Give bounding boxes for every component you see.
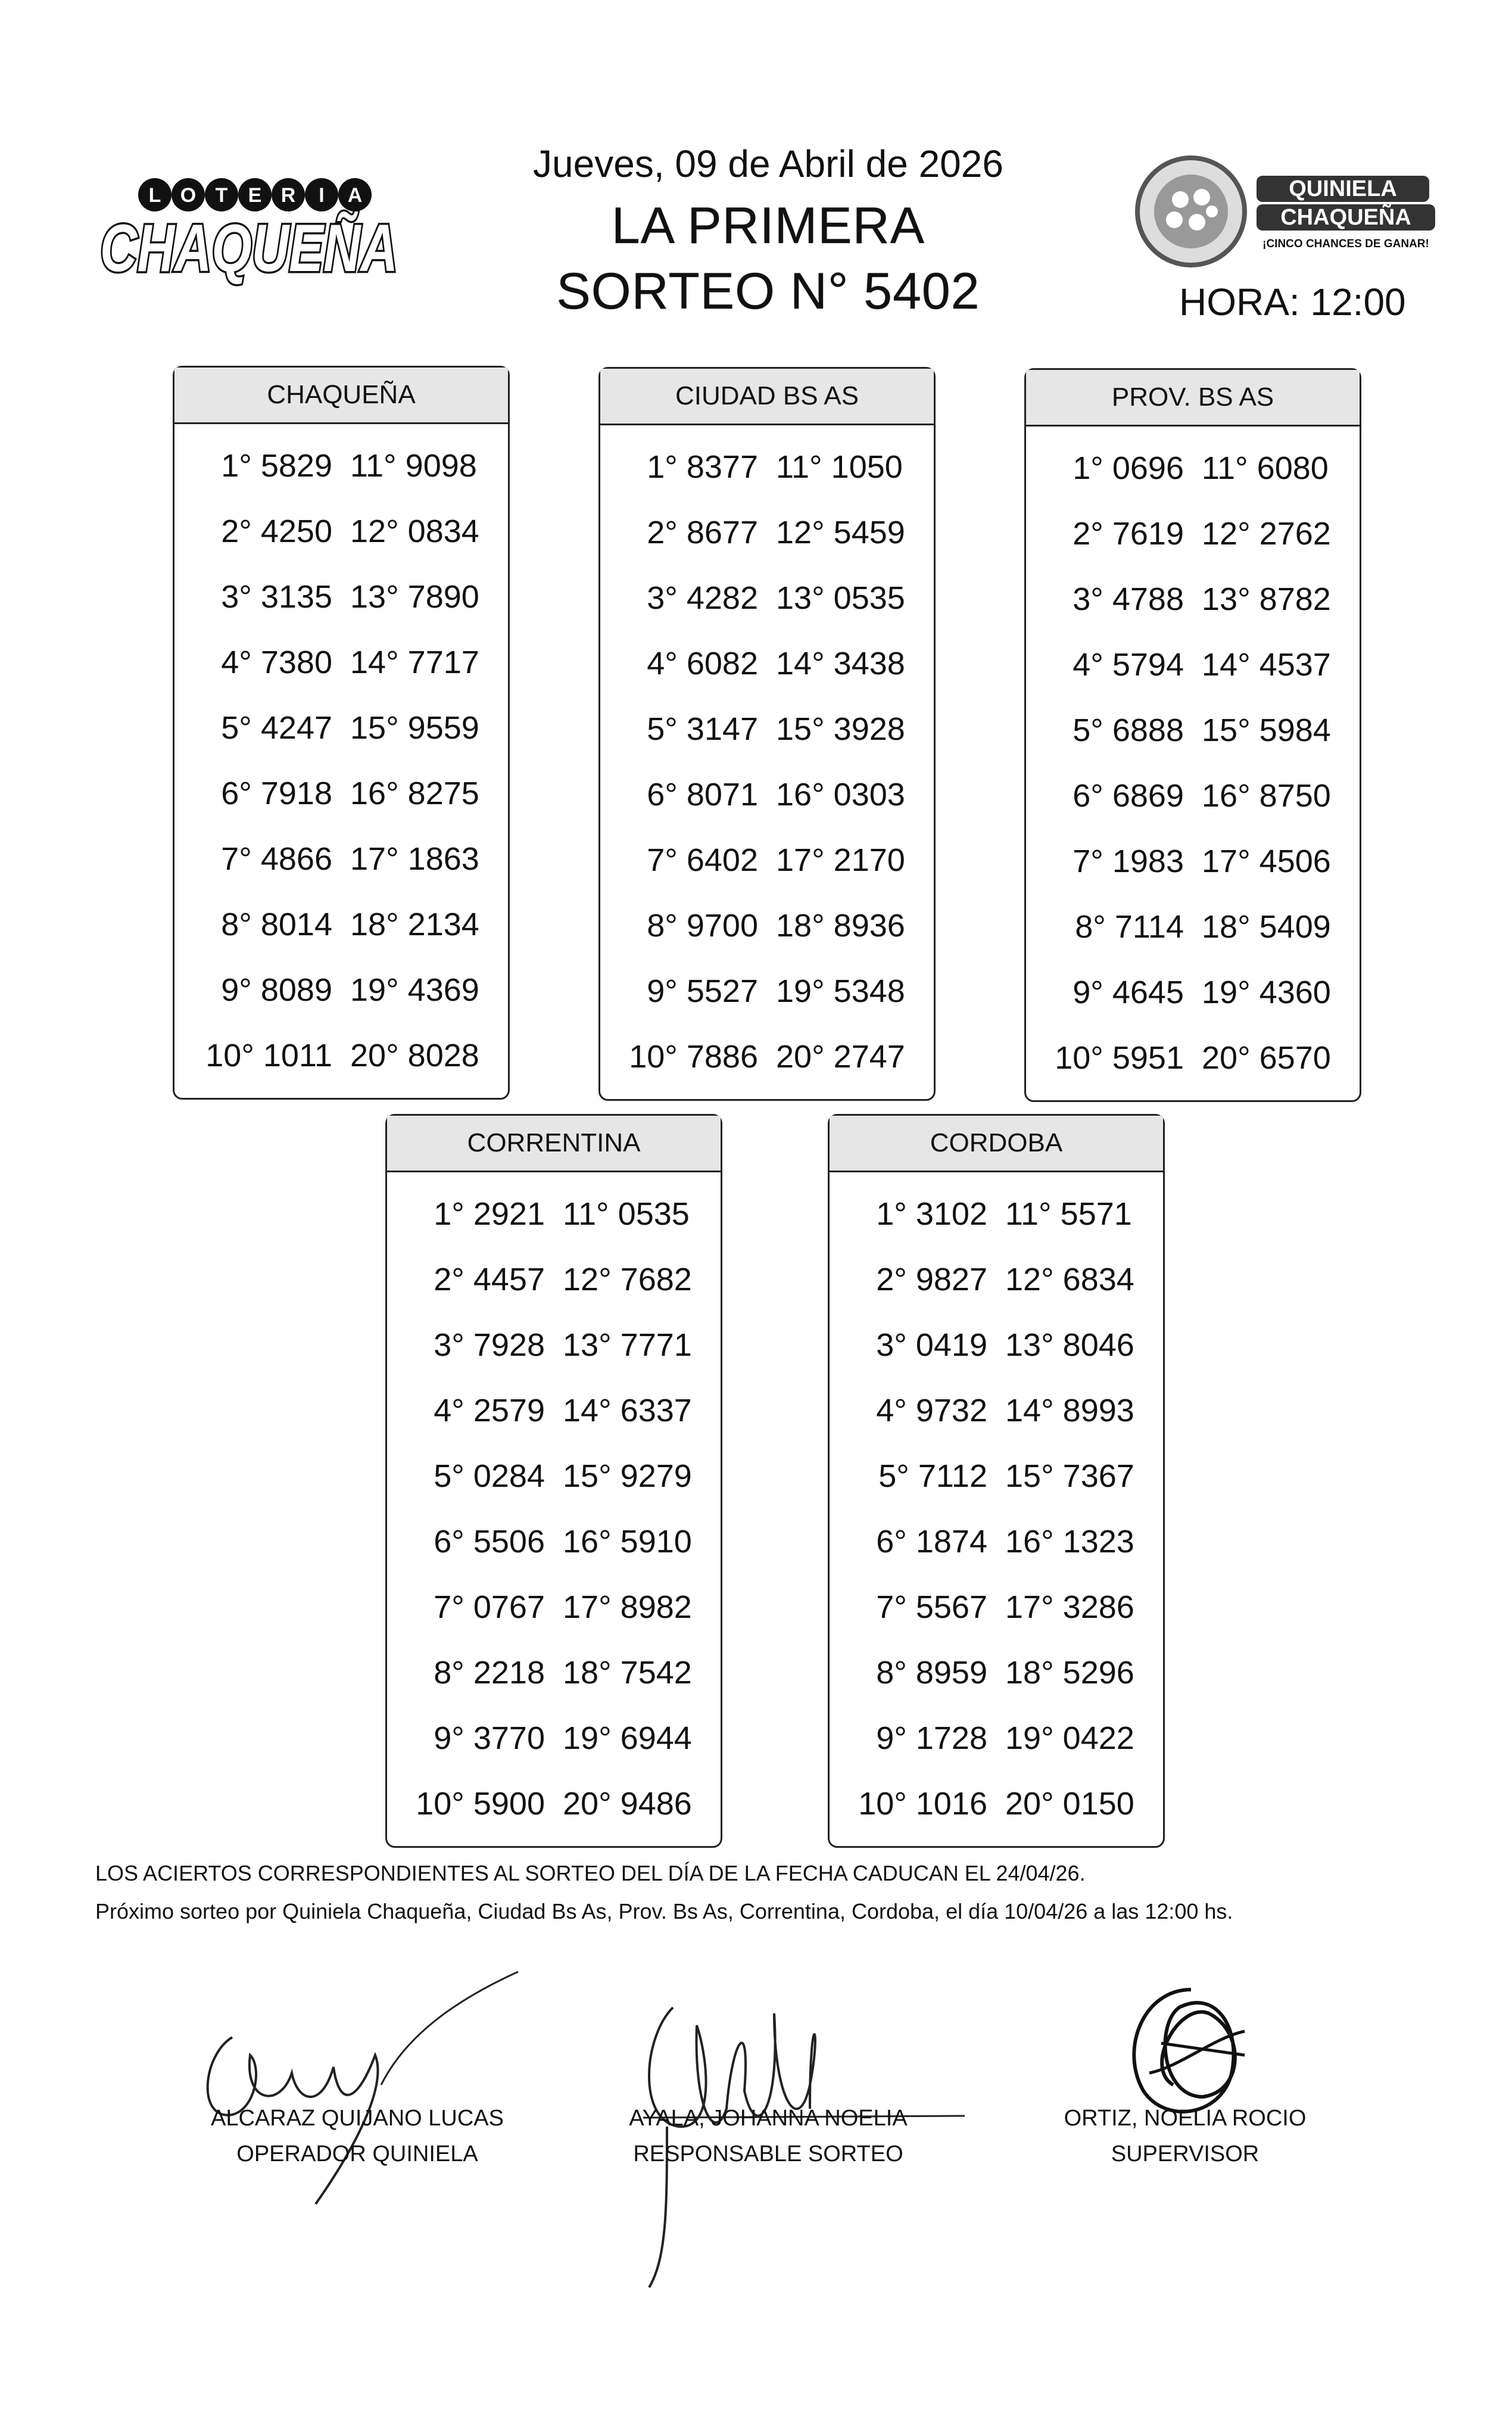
result-row: [1026, 435, 1360, 501]
result-position-16: 16° 5910: [563, 1524, 692, 1560]
svg-text:T: T: [215, 184, 228, 207]
result-position-2: 2° 9827: [876, 1262, 987, 1297]
result-position-15: 15° 9559: [350, 710, 479, 746]
result-position-6: 6° 5506: [434, 1524, 545, 1560]
result-position-19: 19° 5348: [776, 973, 905, 1009]
draw-number: SORTEO N° 5402: [556, 263, 980, 320]
svg-text:L: L: [148, 184, 161, 207]
result-row: [830, 1509, 1163, 1574]
result-row: [600, 500, 934, 565]
loteria-letter-circles: [138, 178, 372, 211]
result-position-17: 17° 3286: [1005, 1589, 1134, 1625]
result-row: [387, 1771, 721, 1837]
result-row: [387, 1574, 721, 1640]
result-position-4: 4° 6082: [647, 646, 758, 681]
result-position-14: 14° 4537: [1202, 647, 1331, 683]
svg-text:¡CINCO CHANCES DE GANAR!: ¡CINCO CHANCES DE GANAR!: [1262, 238, 1429, 250]
signer-2-role: RESPONSABLE SORTEO: [633, 2141, 903, 2167]
result-row: [600, 631, 934, 696]
signer-1-role: OPERADOR QUINIELA: [236, 2141, 478, 2167]
result-position-8: 8° 2218: [434, 1655, 545, 1691]
result-position-13: 13° 8782: [1202, 581, 1331, 617]
signature-alcaraz: [179, 1966, 536, 2216]
result-position-19: 19° 4369: [350, 972, 479, 1008]
result-row: [174, 630, 508, 695]
result-row: [174, 499, 508, 564]
box-header: PROV. BS AS: [1026, 370, 1360, 427]
result-position-20: 20° 0150: [1005, 1786, 1134, 1822]
result-row: [600, 434, 934, 500]
result-row: [1026, 698, 1360, 763]
svg-text:QUINIELA: QUINIELA: [1289, 176, 1397, 201]
result-row: [600, 893, 934, 958]
svg-text:CHAQUEÑA: CHAQUEÑA: [1280, 205, 1411, 230]
result-position-1: 1° 2921: [434, 1196, 545, 1232]
result-row: [387, 1312, 721, 1378]
result-position-14: 14° 6337: [563, 1393, 692, 1428]
next-draw-note: Próximo sorteo por Quiniela Chaqueña, Ciudad Bs As, Prov. Bs As, Correntina, Cordoba, el día 10/04/26 a las 12:00 hs.: [95, 1899, 1233, 1923]
svg-text:CHAQUEÑA: CHAQUEÑA: [100, 211, 398, 285]
result-row: [387, 1181, 721, 1247]
result-position-17: 17° 8982: [563, 1589, 692, 1625]
result-row: [830, 1771, 1163, 1837]
quiniela-chaquena-logo: [1131, 152, 1441, 271]
result-position-7: 7° 6402: [647, 842, 758, 878]
result-position-4: 4° 2579: [434, 1393, 545, 1428]
result-row: [1026, 829, 1360, 894]
result-position-17: 17° 4506: [1202, 843, 1331, 879]
result-position-5: 5° 7112: [878, 1458, 987, 1494]
result-position-3: 3° 4282: [647, 580, 758, 616]
result-position-4: 4° 7380: [221, 645, 332, 680]
result-position-12: 12° 7682: [563, 1262, 692, 1297]
result-position-19: 19° 6944: [563, 1720, 692, 1756]
results-box-cordoba: [828, 1114, 1165, 1848]
box-header: CIUDAD BS AS: [600, 369, 934, 425]
loteria-chaquena-logo: [89, 152, 411, 307]
result-position-5: 5° 3147: [647, 711, 758, 747]
result-position-10: 10° 5900: [416, 1786, 545, 1822]
result-row: [174, 433, 508, 499]
result-position-7: 7° 1983: [1073, 843, 1184, 879]
result-row: [830, 1443, 1163, 1509]
result-position-9: 9° 1728: [876, 1720, 987, 1756]
results-box-prov-bs-as: [1024, 368, 1361, 1102]
result-position-7: 7° 0767: [434, 1589, 545, 1625]
result-position-10: 10° 1011: [205, 1038, 332, 1073]
result-position-2: 2° 4250: [221, 513, 332, 549]
result-position-13: 13° 8046: [1005, 1327, 1134, 1363]
result-position-11: 11° 6080: [1202, 450, 1329, 486]
result-position-14: 14° 7717: [350, 645, 479, 680]
result-position-9: 9° 4645: [1073, 975, 1184, 1010]
result-position-17: 17° 1863: [350, 841, 479, 877]
result-position-9: 9° 3770: [434, 1720, 545, 1756]
result-position-1: 1° 8377: [647, 449, 758, 485]
result-position-6: 6° 8071: [647, 777, 758, 813]
result-position-10: 10° 7886: [629, 1039, 758, 1075]
result-position-7: 7° 5567: [876, 1589, 987, 1625]
result-position-16: 16° 8275: [350, 776, 479, 811]
result-position-16: 16° 0303: [776, 777, 905, 813]
svg-text:E: E: [248, 184, 262, 207]
result-row: [387, 1705, 721, 1771]
result-row: [387, 1443, 721, 1509]
draw-date: Jueves, 09 de Abril de 2026: [533, 142, 1003, 185]
result-position-14: 14° 8993: [1005, 1393, 1134, 1428]
result-position-12: 12° 0834: [350, 513, 479, 549]
box-header: CORRENTINA: [387, 1116, 721, 1172]
draw-time: HORA: 12:00: [1179, 281, 1406, 323]
result-row: [1026, 960, 1360, 1025]
result-position-16: 16° 8750: [1202, 778, 1331, 814]
result-position-19: 19° 0422: [1005, 1720, 1134, 1756]
result-position-10: 10° 5951: [1055, 1040, 1184, 1076]
svg-text:R: R: [280, 184, 296, 207]
result-position-18: 18° 2134: [350, 907, 479, 942]
box-header: CORDOBA: [830, 1116, 1163, 1172]
result-position-6: 6° 1874: [876, 1524, 987, 1560]
result-position-7: 7° 4866: [221, 841, 332, 877]
result-position-1: 1° 3102: [876, 1196, 987, 1232]
result-row: [1026, 894, 1360, 960]
result-position-15: 15° 7367: [1005, 1458, 1134, 1494]
result-position-19: 19° 4360: [1202, 975, 1331, 1010]
box-header: CHAQUEÑA: [174, 368, 508, 424]
result-position-12: 12° 2762: [1202, 516, 1331, 552]
results-box-correntina: [385, 1114, 722, 1848]
result-row: [1026, 632, 1360, 698]
result-position-18: 18° 5296: [1005, 1655, 1134, 1691]
result-position-5: 5° 6888: [1073, 712, 1184, 748]
result-position-18: 18° 8936: [776, 908, 905, 944]
result-position-8: 8° 8014: [221, 907, 332, 942]
result-position-3: 3° 3135: [221, 579, 332, 615]
draw-title: LA PRIMERA: [611, 197, 925, 254]
result-position-11: 11° 5571: [1005, 1196, 1132, 1232]
signer-3-name: ORTIZ, NOELIA ROCIO: [1064, 2106, 1307, 2131]
result-position-16: 16° 1323: [1005, 1524, 1134, 1560]
result-position-15: 15° 9279: [563, 1458, 692, 1494]
result-row: [387, 1247, 721, 1312]
result-row: [600, 827, 934, 893]
result-position-9: 9° 5527: [647, 973, 758, 1009]
result-position-18: 18° 5409: [1202, 909, 1331, 945]
result-row: [387, 1640, 721, 1705]
result-position-12: 12° 5459: [776, 515, 905, 550]
result-row: [830, 1378, 1163, 1443]
result-position-15: 15° 3928: [776, 711, 905, 747]
result-position-20: 20° 8028: [350, 1038, 479, 1073]
result-position-6: 6° 7918: [221, 776, 332, 811]
result-position-14: 14° 3438: [776, 646, 905, 681]
result-position-9: 9° 8089: [221, 972, 332, 1008]
result-position-17: 17° 2170: [776, 842, 905, 878]
svg-text:I: I: [319, 184, 325, 207]
result-position-8: 8° 7114: [1075, 909, 1184, 945]
signer-3-role: SUPERVISOR: [1111, 2141, 1260, 2167]
result-row: [174, 892, 508, 957]
result-position-3: 3° 0419: [876, 1327, 987, 1363]
result-position-5: 5° 0284: [434, 1458, 545, 1494]
result-row: [830, 1181, 1163, 1247]
result-row: [387, 1378, 721, 1443]
results-box-ciudad-bs-as: [598, 367, 936, 1101]
result-position-8: 8° 9700: [647, 908, 758, 944]
result-position-2: 2° 7619: [1073, 516, 1184, 552]
signer-1-name: ALCARAZ QUIJANO LUCAS: [211, 2106, 504, 2131]
result-row: [174, 564, 508, 630]
result-row: [600, 958, 934, 1024]
result-position-1: 1° 5829: [221, 448, 332, 484]
svg-text:A: A: [347, 184, 363, 207]
result-row: [830, 1640, 1163, 1705]
result-position-13: 13° 7771: [563, 1327, 692, 1363]
result-row: [1026, 1025, 1360, 1091]
results-box-chaquena: [173, 366, 510, 1100]
result-row: [600, 696, 934, 762]
signer-2-name: AYALA, JOHANNA NOELIA: [629, 2106, 908, 2131]
result-position-20: 20° 2747: [776, 1039, 905, 1075]
result-row: [1026, 763, 1360, 829]
result-row: [600, 762, 934, 827]
svg-text:O: O: [180, 184, 197, 207]
result-position-4: 4° 5794: [1073, 647, 1184, 683]
result-row: [174, 826, 508, 892]
result-row: [830, 1574, 1163, 1640]
result-position-1: 1° 0696: [1073, 450, 1184, 486]
result-row: [1026, 566, 1360, 632]
result-position-3: 3° 4788: [1073, 581, 1184, 617]
expiry-note: LOS ACIERTOS CORRESPONDIENTES AL SORTEO DEL DÍA DE LA FECHA CADUCAN EL 24/04/26.: [95, 1861, 1086, 1885]
result-row: [600, 1024, 934, 1090]
result-position-2: 2° 4457: [434, 1262, 545, 1297]
result-position-13: 13° 7890: [350, 579, 479, 615]
result-row: [830, 1247, 1163, 1312]
result-row: [387, 1509, 721, 1574]
result-position-20: 20° 6570: [1202, 1040, 1331, 1076]
result-row: [830, 1312, 1163, 1378]
result-position-11: 11° 0535: [563, 1196, 690, 1232]
result-row: [174, 695, 508, 761]
result-row: [830, 1705, 1163, 1771]
result-row: [174, 957, 508, 1023]
result-position-18: 18° 7542: [563, 1655, 692, 1691]
result-position-8: 8° 8959: [876, 1655, 987, 1691]
result-position-10: 10° 1016: [858, 1786, 987, 1822]
result-position-20: 20° 9486: [563, 1786, 692, 1822]
result-position-11: 11° 9098: [350, 448, 477, 484]
result-position-11: 11° 1050: [776, 449, 903, 485]
result-position-4: 4° 9732: [876, 1393, 987, 1428]
result-position-5: 5° 4247: [221, 710, 332, 746]
result-position-6: 6° 6869: [1073, 778, 1184, 814]
result-row: [600, 565, 934, 631]
result-position-13: 13° 0535: [776, 580, 905, 616]
result-position-2: 2° 8677: [647, 515, 758, 550]
result-row: [174, 1023, 508, 1088]
result-row: [1026, 501, 1360, 566]
result-position-3: 3° 7928: [434, 1327, 545, 1363]
result-row: [174, 761, 508, 826]
result-position-15: 15° 5984: [1202, 712, 1331, 748]
result-position-12: 12° 6834: [1005, 1262, 1134, 1297]
